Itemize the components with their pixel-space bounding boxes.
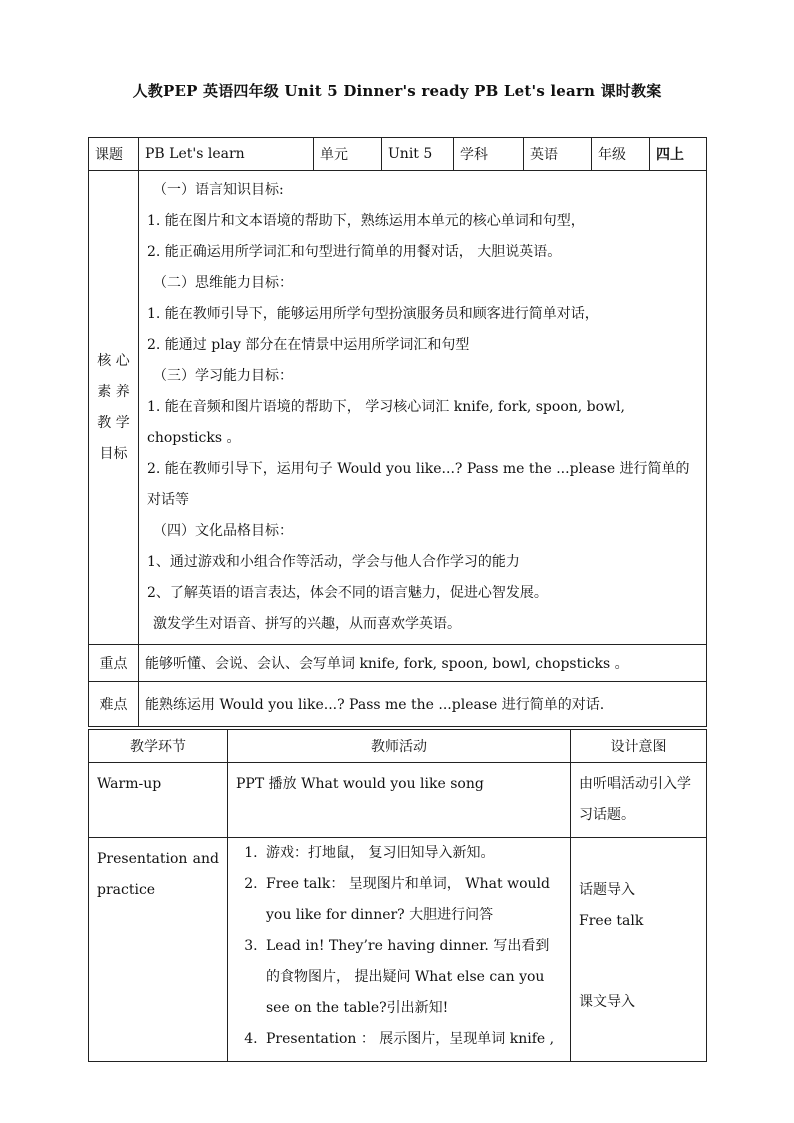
objectives-label-line: 素 养 bbox=[97, 383, 130, 400]
objective-line: 1. 能在图片和文本语境的帮助下，熟练运用本单元的核心单词和句型， bbox=[147, 213, 585, 229]
teaching-process-table bbox=[88, 729, 707, 1062]
objective-line: 2. 能正确运用所学词汇和句型进行简单的用餐对话， 大胆说英语。 bbox=[147, 244, 562, 260]
intent-line: Free talk bbox=[579, 913, 644, 929]
info-row bbox=[89, 138, 707, 171]
lesson-info-table bbox=[88, 137, 707, 727]
objective-line: （二）思维能力目标： bbox=[153, 275, 293, 291]
intent-cell: 由听唱活动引入学习话题。 bbox=[571, 763, 707, 838]
page-title: 人教PEP 英语四年级 Unit 5 Dinner's ready PB Let's learn 课时教案 bbox=[132, 82, 662, 100]
objective-line: （一）语言知识目标: bbox=[153, 182, 284, 198]
unit-value: Unit 5 bbox=[382, 138, 454, 171]
process-row-warmup bbox=[89, 763, 707, 838]
objective-line: 激发学生对语音、拼写的兴趣，从而喜欢学英语。 bbox=[153, 616, 461, 632]
stage-text: Presentation and practice bbox=[97, 851, 219, 898]
topic-label: 课题 bbox=[89, 138, 139, 171]
intent-line: 课文导入 bbox=[579, 994, 635, 1010]
intent-header: 设计意图 bbox=[571, 730, 707, 763]
difficult-point-text: 能熟练运用 Would you like...? Pass me the ...please 进行简单的对话. bbox=[139, 682, 707, 727]
key-point-text: 能够听懂、会说、会认、会写单词 knife, fork, spoon, bowl, chopsticks 。 bbox=[139, 645, 707, 682]
objectives-content bbox=[139, 171, 707, 645]
process-row-presentation bbox=[89, 838, 707, 1062]
topic-value: PB Let's learn bbox=[139, 138, 314, 171]
activity-header: 教师活动 bbox=[228, 730, 571, 763]
objective-line: 1. 能在音频和图片语境的帮助下， 学习核心词汇 knife, fork, spoon, bowl, chopsticks 。 bbox=[147, 399, 625, 446]
difficult-point-label: 难点 bbox=[89, 682, 139, 727]
objective-line: 2. 能在教师引导下，运用句子 Would you like...? Pass me the ...please 进行简单的对话等 bbox=[147, 461, 690, 508]
subject-label: 学科 bbox=[454, 138, 524, 171]
objective-line: 1. 能在教师引导下，能够运用所学句型扮演服务员和顾客进行简单对话， bbox=[147, 306, 599, 322]
stage-cell: Warm-up bbox=[89, 763, 228, 838]
key-point-label: 重点 bbox=[89, 645, 139, 682]
objectives-label-line: 教 学 bbox=[97, 414, 130, 431]
stage-cell bbox=[89, 838, 228, 1062]
activity-item: 1. 游戏：打地鼠， 复习旧知导入新知。 bbox=[262, 838, 562, 869]
intent-cell bbox=[571, 838, 707, 1062]
grade-value: 四上 bbox=[650, 138, 707, 171]
activity-list bbox=[236, 838, 562, 1055]
subject-value: 英语 bbox=[524, 138, 592, 171]
objective-line: 1、通过游戏和小组合作等活动，学会与他人合作学习的能力 bbox=[147, 554, 520, 570]
objectives-label-line: 目标 bbox=[99, 445, 128, 462]
objective-line: （四）文化品格目标： bbox=[153, 523, 293, 539]
objectives-label bbox=[89, 171, 139, 645]
process-header-row bbox=[89, 730, 707, 763]
activity-cell bbox=[228, 838, 571, 1062]
activity-cell: PPT 播放 What would you like song bbox=[228, 763, 571, 838]
objective-line: （三）学习能力目标： bbox=[153, 368, 293, 384]
key-point-row bbox=[89, 645, 707, 682]
objective-line: 2. 能通过 play 部分在在情景中运用所学词汇和句型 bbox=[147, 337, 470, 353]
activity-item: 4. Presentation ： 展示图片，呈现单词 knife , bbox=[262, 1024, 562, 1055]
intent-line: 话题导入 bbox=[579, 882, 635, 898]
grade-label: 年级 bbox=[592, 138, 650, 171]
objectives-row bbox=[89, 171, 707, 645]
activity-item: 2. Free talk： 呈现图片和单词， What would you like for dinner? 大胆进行问答 bbox=[262, 869, 562, 931]
objectives-label-line: 核 心 bbox=[97, 352, 130, 369]
unit-label: 单元 bbox=[314, 138, 382, 171]
activity-item: 3. Lead in! They’re having dinner. 写出看到的食物图片， 提出疑问 What else can you see on the table?引出新知! bbox=[262, 931, 562, 1024]
objective-line: 2、了解英语的语言表达，体会不同的语言魅力，促进心智发展。 bbox=[147, 585, 548, 601]
stage-header: 教学环节 bbox=[89, 730, 228, 763]
difficult-point-row bbox=[89, 682, 707, 727]
